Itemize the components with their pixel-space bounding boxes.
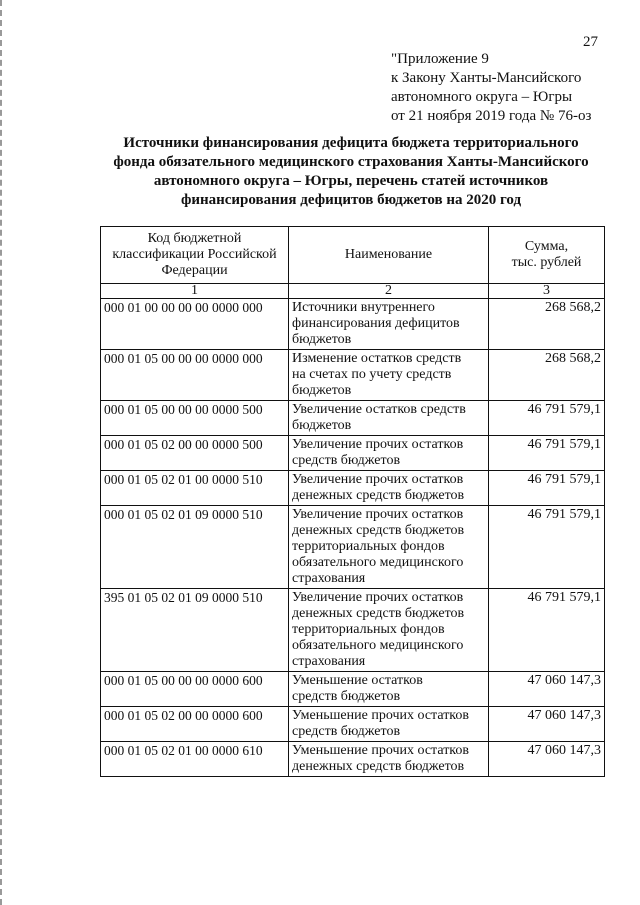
row-name <box>289 401 489 436</box>
table-row <box>101 672 605 707</box>
row-name <box>289 299 489 350</box>
row-name-line: территориальных фондов <box>292 539 445 554</box>
row-name-line: Уменьшение прочих остатков <box>292 743 470 758</box>
header-code-line: классификации Российской <box>112 247 277 262</box>
row-code: 000 01 05 00 00 00 0000 600 <box>101 672 289 707</box>
row-sum: 268 568,2 <box>489 350 605 401</box>
table-row <box>101 401 605 436</box>
document-title <box>96 134 606 210</box>
row-sum: 47 060 147,3 <box>489 672 605 707</box>
row-name <box>289 672 489 707</box>
row-sum: 47 060 147,3 <box>489 742 605 777</box>
budget-sources-table <box>100 226 605 777</box>
row-name-line: бюджетов <box>292 418 352 433</box>
row-name <box>289 436 489 471</box>
table-row <box>101 506 605 589</box>
row-code: 395 01 05 02 01 09 0000 510 <box>101 589 289 672</box>
header-code-line: Федерации <box>161 263 228 278</box>
header-sum-line: Сумма, <box>524 239 569 254</box>
table-row <box>101 589 605 672</box>
appendix-line: "Приложение 9 <box>391 51 489 67</box>
row-name-line: Увеличение прочих остатков <box>292 437 464 452</box>
row-sum: 46 791 579,1 <box>489 506 605 589</box>
row-sum: 268 568,2 <box>489 299 605 350</box>
header-code-line: Код бюджетной <box>147 231 242 246</box>
row-sum: 46 791 579,1 <box>489 401 605 436</box>
column-number: 2 <box>289 284 489 299</box>
row-sum: 46 791 579,1 <box>489 471 605 506</box>
row-code: 000 01 05 00 00 00 0000 000 <box>101 350 289 401</box>
appendix-line: к Закону Ханты-Мансийского <box>391 70 582 86</box>
row-name-line: обязательного медицинского <box>292 638 464 653</box>
row-name-line: денежных средств бюджетов <box>292 488 465 503</box>
row-name-line: финансирования дефицитов <box>292 316 460 331</box>
row-name-line: Уменьшение остатков <box>292 673 423 688</box>
row-code: 000 01 05 00 00 00 0000 500 <box>101 401 289 436</box>
table-row <box>101 471 605 506</box>
appendix-heading <box>391 50 591 126</box>
row-name <box>289 707 489 742</box>
row-name-line: средств бюджетов <box>292 724 401 739</box>
header-sum-line: тыс. рублей <box>511 255 582 270</box>
row-name-line: средств бюджетов <box>292 689 401 704</box>
scan-left-edge <box>0 0 6 905</box>
table-body <box>101 299 605 777</box>
table-row <box>101 350 605 401</box>
row-name-line: бюджетов <box>292 332 352 347</box>
title-line: финансирования дефицитов бюджетов на 2020 год <box>180 192 522 208</box>
row-code: 000 01 00 00 00 00 0000 000 <box>101 299 289 350</box>
row-name-line: страхования <box>292 654 366 669</box>
row-code: 000 01 05 02 01 09 0000 510 <box>101 506 289 589</box>
title-line: Источники финансирования дефицита бюджета территориального <box>123 135 579 151</box>
row-name-line: денежных средств бюджетов <box>292 759 465 774</box>
row-name <box>289 589 489 672</box>
row-name-line: средств бюджетов <box>292 453 401 468</box>
row-code: 000 01 05 02 01 00 0000 610 <box>101 742 289 777</box>
row-name <box>289 742 489 777</box>
row-name-line: страхования <box>292 571 366 586</box>
row-name <box>289 350 489 401</box>
row-name-line: на счетах по учету средств <box>292 367 452 382</box>
table-row <box>101 707 605 742</box>
row-sum: 46 791 579,1 <box>489 589 605 672</box>
table-row <box>101 742 605 777</box>
table-header-row <box>101 227 605 284</box>
row-name-line: Увеличение прочих остатков <box>292 472 464 487</box>
row-sum: 46 791 579,1 <box>489 436 605 471</box>
table-row <box>101 299 605 350</box>
row-name-line: бюджетов <box>292 383 352 398</box>
row-name-line: обязательного медицинского <box>292 555 464 570</box>
row-name-line: денежных средств бюджетов <box>292 606 465 621</box>
row-code: 000 01 05 02 00 00 0000 500 <box>101 436 289 471</box>
header-name: Наименование <box>289 227 489 284</box>
column-number: 1 <box>101 284 289 299</box>
row-sum: 47 060 147,3 <box>489 707 605 742</box>
row-code: 000 01 05 02 00 00 0000 600 <box>101 707 289 742</box>
column-number-row <box>101 284 605 299</box>
row-name-line: Уменьшение прочих остатков <box>292 708 470 723</box>
row-name-line: Увеличение остатков средств <box>292 402 466 417</box>
row-name-line: Изменение остатков средств <box>292 351 462 366</box>
header-code <box>101 227 289 284</box>
header-sum <box>489 227 605 284</box>
title-line: автономного округа – Югры, перечень статей источников <box>153 173 549 189</box>
page-number: 27 <box>583 34 598 50</box>
row-name-line: территориальных фондов <box>292 622 445 637</box>
row-code: 000 01 05 02 01 00 0000 510 <box>101 471 289 506</box>
row-name-line: Увеличение прочих остатков <box>292 590 464 605</box>
row-name-line: Источники внутреннего <box>292 300 435 315</box>
column-number: 3 <box>489 284 605 299</box>
row-name <box>289 471 489 506</box>
row-name <box>289 506 489 589</box>
appendix-line: автономного округа – Югры <box>391 89 573 105</box>
appendix-line: от 21 ноября 2019 года № 76-оз <box>391 108 592 124</box>
row-name-line: денежных средств бюджетов <box>292 523 465 538</box>
row-name-line: Увеличение прочих остатков <box>292 507 464 522</box>
title-line: фонда обязательного медицинского страхования Ханты-Мансийского <box>113 154 589 170</box>
table-row <box>101 436 605 471</box>
